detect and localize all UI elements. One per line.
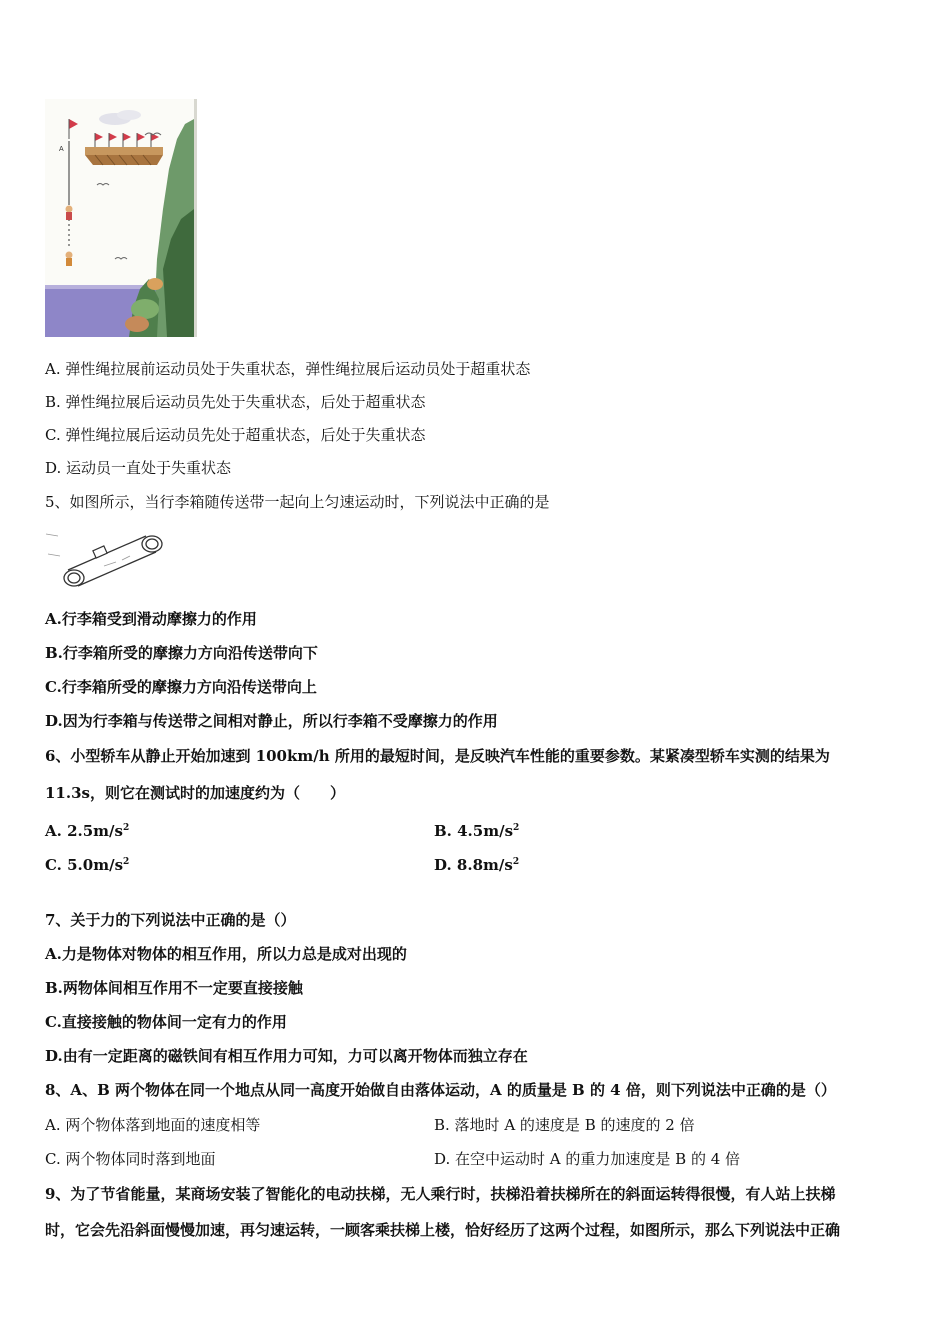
bungee-jump-figure <box>45 99 197 337</box>
q8-option-b: B. 落地时 A 的速度是 B 的速度的 2 倍 <box>434 1116 695 1134</box>
q7-option-a: A.力是物体对物体的相互作用，所以力总是成对出现的 <box>45 945 407 963</box>
q7-option-c: C.直接接触的物体间一定有力的作用 <box>45 1013 287 1031</box>
q9-stem-line2: 时，它会先沿斜面慢慢加速，再匀速运转，一顾客乘扶梯上楼，恰好经历了这两个过程，如图所示，那么下列说法中正确 <box>45 1221 841 1239</box>
q6-option-c <box>45 852 129 875</box>
q6-option-b-text: B. 4.5m/s <box>434 822 514 840</box>
q8-option-d: D. 在空中运动时 A 的重力加速度是 B 的 4 倍 <box>434 1150 741 1168</box>
q4-option-a: A. 弹性绳拉展前运动员处于失重状态，弹性绳拉展后运动员处于超重状态 <box>45 360 531 378</box>
q6-option-a-text: A. 2.5m/s <box>45 822 123 840</box>
q8-stem: 8、A、B 两个物体在同一个地点从同一高度开始做自由落体运动，A 的质量是 B 的 4 倍，则下列说法中正确的是（） <box>45 1081 836 1099</box>
q5-option-b: B.行李箱所受的摩擦力方向沿传送带向下 <box>45 644 318 662</box>
exponent: 2 <box>512 857 520 867</box>
q6-option-d-text: D. 8.8m/s <box>434 856 513 874</box>
q7-stem: 7、关于力的下列说法中正确的是（） <box>45 911 296 929</box>
exponent: 2 <box>122 823 130 833</box>
q6-option-a <box>45 818 129 841</box>
q5-option-c: C.行李箱所受的摩擦力方向沿传送带向上 <box>45 678 317 696</box>
q5-option-d: D.因为行李箱与传送带之间相对静止，所以行李箱不受摩擦力的作用 <box>45 712 498 730</box>
q6-option-c-text: C. 5.0m/s <box>45 856 124 874</box>
q7-option-b: B.两物体间相互作用不一定要直接接触 <box>45 979 303 997</box>
q4-option-c: C. 弹性绳拉展后运动员先处于超重状态，后处于失重状态 <box>45 426 426 444</box>
conveyor-belt-figure <box>44 526 168 594</box>
q8-option-a: A. 两个物体落到地面的速度相等 <box>45 1116 261 1134</box>
q8-option-c: C. 两个物体同时落到地面 <box>45 1150 216 1168</box>
q5-option-a: A.行李箱受到滑动摩擦力的作用 <box>45 610 257 628</box>
q7-option-d: D.由有一定距离的磁铁间有相互作用力可知，力可以离开物体而独立存在 <box>45 1047 528 1065</box>
exponent: 2 <box>513 823 520 833</box>
q4-option-d: D. 运动员一直处于失重状态 <box>45 459 232 477</box>
q4-option-b: B. 弹性绳拉展后运动员先处于失重状态，后处于超重状态 <box>45 393 426 411</box>
point-a-label: A <box>59 146 64 153</box>
q9-stem-line1: 9、为了节省能量，某商场安装了智能化的电动扶梯，无人乘行时，扶梯沿着扶梯所在的斜面运转得很慢，有人站上扶梯 <box>45 1185 836 1203</box>
q6-option-d <box>434 852 519 875</box>
q5-stem: 5、如图所示，当行李箱随传送带一起向上匀速运动时，下列说法中正确的是 <box>45 493 550 511</box>
exponent: 2 <box>123 857 130 867</box>
q6-stem-line1: 6、小型轿车从静止开始加速到 100km/h 所用的最短时间，是反映汽车性能的重要参数。某紧凑型轿车实测的结果为 <box>45 747 830 765</box>
q6-stem-line2: 11.3s，则它在测试时的加速度约为（ ） <box>45 784 345 802</box>
q6-option-b <box>434 818 519 841</box>
